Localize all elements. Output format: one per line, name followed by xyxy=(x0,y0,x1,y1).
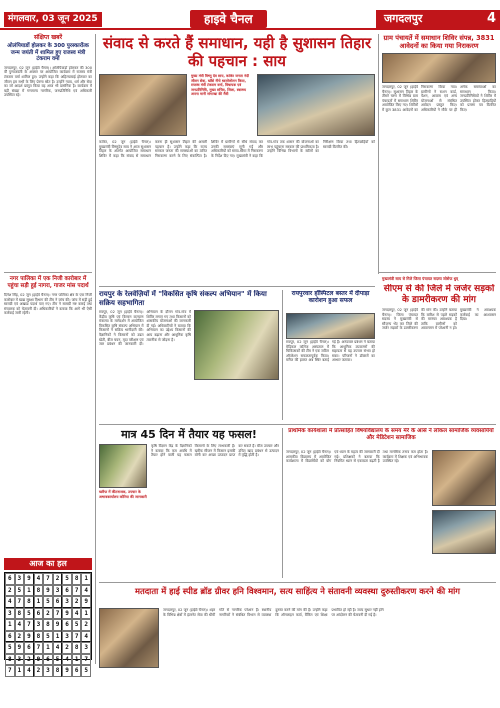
paper-name: हाइवे चैनल xyxy=(190,10,267,28)
sudoku-cell: 5 xyxy=(62,573,72,585)
story-6 xyxy=(286,428,496,578)
divider xyxy=(282,290,283,420)
main-headline: संवाद से करते हैं समाधान, यही है सुशासन तिहार की पहचान : साय xyxy=(102,34,372,70)
sudoku-cell: 7 xyxy=(81,654,91,666)
story-4-kicker: मुख्यमंत्री साय से मिले जिला पंचायत सदस्य जोसेफ धुव् xyxy=(382,276,459,281)
sudoku-cell: 7 xyxy=(72,585,82,597)
sudoku-cell: 4 xyxy=(5,596,15,608)
sudoku-cell: 3 xyxy=(34,619,44,631)
story-3-headline: रायपुरवार हॉस्पिटल बस्तर में दीपाड़ा कारोशन हुआ सफल xyxy=(291,290,370,304)
sudoku-cell: 7 xyxy=(34,642,44,654)
story-2-body: रायपुर, 02 जून (हाईवे चैनल)। केंद्रीय कृषि एवं किसान कल्याण मंत्रालय के मार्गदर्शन में आयोजित विकसित कृषि संकल्प अभियान में किसानों ने सक्रिय भागीदारी की। वैज्ञानिकों ने किसानों को उन्नत खेती, बीज चयन, मृदा परीक्षण एवं जल प्रबंधन की जानकारी दी। अभियान के दौरान गांव-गांव में शिविर लगाए गए तथा किसानों को शासकीय योजनाओं की जानकारी दी गई। अधिकारियों ने बताया कि अभियान का उद्देश्य किसानों की आय बढ़ाना और आधुनिक कृषि तकनीक से जोड़ना है। xyxy=(99,310,191,347)
left-mid-headline: नगर पालिका में एक निजी कारोबार में पहुंचा सड़ी हुई नागरा, गाजर मांस पदार्थ xyxy=(7,276,89,289)
story-5-headline: मात्र 45 दिन में तैयार यह फसल! xyxy=(121,428,257,441)
sudoku-grid xyxy=(4,572,92,674)
sudoku-cell: 1 xyxy=(81,608,91,620)
puzzle-title: आज का हल xyxy=(4,558,92,570)
sudoku-cell: 8 xyxy=(15,608,25,620)
sudoku-cell: 4 xyxy=(15,619,25,631)
sudoku-cell: 9 xyxy=(43,585,53,597)
sudoku-cell: 7 xyxy=(43,573,53,585)
sudoku-cell: 6 xyxy=(62,585,72,597)
sudoku-cell: 4 xyxy=(24,665,34,677)
divider xyxy=(99,286,375,287)
story-3-body: रायपुर, 02 जून (हाईवे चैनल)। मेडिकल कॉलेज अस्पताल में चिकित्सकों की टीम ने एक जटिल ऑपरेशन सफलतापूर्वक किया। मरीज की हालत अब स्थिर बताई गई है। अस्पताल प्रबंधन ने बताया कि आधुनिक उपकरणों की सहायता से यह उपचार संभव हो सका। परिजनों ने डॉक्टरों का आभार जताया। xyxy=(286,340,375,363)
divider xyxy=(282,428,283,578)
left-top-kicker: संक्षिप्त खबरें xyxy=(33,34,63,41)
sudoku-cell: 2 xyxy=(24,654,34,666)
main-photo xyxy=(99,74,187,136)
right-top-body: जगदलपुर, 02 जून (हाईवे चैनल)। सुशासन तिहार के तीसरे चरण में विभिन्न ग्राम पंचायतों में समाधान शिविर आयोजित किए गए। शिविरों में कुल 3831 आवेदनों का निराकरण किया गया। ग्रामीणों ने राशन कार्ड, पेंशन, आवास एवं अन्य योजनाओं से संबंधित आवेदन प्रस्तुत किए। अधिकारियों ने मौके पर ही अनेक समस्याओं का समाधान किया। जनप्रतिनिधियों ने शिविर में उपस्थित होकर हितग्राहियों को प्रमाण पत्र वितरित किए। xyxy=(382,85,496,112)
sudoku-cell: 8 xyxy=(53,665,63,677)
sudoku-cell: 6 xyxy=(5,573,15,585)
sudoku-cell: 6 xyxy=(43,654,53,666)
sudoku-cell: 4 xyxy=(81,585,91,597)
sudoku-cell: 1 xyxy=(15,665,25,677)
masthead xyxy=(0,0,500,30)
sudoku-cell: 4 xyxy=(72,608,82,620)
sudoku-cell: 1 xyxy=(43,642,53,654)
bottom-story xyxy=(99,586,496,704)
sudoku-cell: 2 xyxy=(5,585,15,597)
sudoku-cell: 1 xyxy=(53,631,63,643)
sudoku-cell: 4 xyxy=(62,654,72,666)
left-mid-story xyxy=(4,276,92,556)
story-2 xyxy=(99,290,279,420)
sudoku-cell: 5 xyxy=(15,585,25,597)
sudoku-cell: 9 xyxy=(34,654,44,666)
left-mid-body: दिनेश सिंह, 02 जून (हाईवे चैनल)। नगर पालिका क्षेत्र के एक निजी कारोबार में खाद्य सुरक्षा विभाग की टीम ने जांच की। जांच में सड़ी हुई सामग्री एवं अखाद्य पदार्थ पाए गए। टीम ने सामग्री नष्ट कराई तथा संचालक को चेतावनी दी। अधिकारियों ने बताया कि आगे भी ऐसी कार्रवाई जारी रहेगी। xyxy=(4,293,92,316)
divider xyxy=(378,272,496,273)
sudoku-cell: 1 xyxy=(34,596,44,608)
story-6-photo-2 xyxy=(432,510,496,554)
sudoku-cell: 5 xyxy=(43,631,53,643)
sudoku-cell: 3 xyxy=(5,608,15,620)
sudoku-cell: 3 xyxy=(15,573,25,585)
sudoku-cell: 4 xyxy=(53,642,63,654)
sudoku-cell: 5 xyxy=(43,596,53,608)
sudoku-cell: 8 xyxy=(34,585,44,597)
right-top-story xyxy=(382,34,496,270)
story-2-photo xyxy=(194,310,279,380)
main-story xyxy=(99,34,375,284)
sudoku-cell: 2 xyxy=(62,642,72,654)
sudoku-cell: 7 xyxy=(5,665,15,677)
sudoku-cell: 3 xyxy=(53,585,63,597)
sudoku-cell: 1 xyxy=(24,585,34,597)
sudoku-cell: 7 xyxy=(53,608,63,620)
bottom-body: जगदलपुर, 02 जून (हाईवे चैनल)। शहर के विभिन्न क्षेत्रों में इंटरनेट सेवा की धीमी गति से नागरिक परेशान हैं। स्थानीय नागरिकों ने संबंधित विभाग से व्यवस्था दुरुस्त करने की मांग की है। उन्होंने कहा कि ऑनलाइन कार्य, बैंकिंग एवं शिक्षा प्रभावित हो रही है। जल्द सुधार नहीं होने पर आंदोलन की चेतावनी दी गई है। xyxy=(163,608,384,617)
sudoku-cell: 6 xyxy=(34,608,44,620)
sudoku-cell: 3 xyxy=(43,665,53,677)
story-2-headline: रायपुर के रेलवेज़ियों में "विकसित कृषि संकल्प अभियान" में किया सक्रिय सहभागिता xyxy=(99,290,267,307)
sudoku-cell: 9 xyxy=(15,642,25,654)
story-5-photo xyxy=(99,444,147,488)
sudoku-cell: 2 xyxy=(53,573,63,585)
right-top-photo xyxy=(382,53,496,83)
main-body: कांकेर, 02 जून (हाईवे चैनल)। मुख्यमंत्री विष्णुदेव साय ने आज सुशासन तिहार के अंतर्गत आयोजित समाधान शिविर में कहा कि संवाद से समाधान करना ही सुशासन तिहार की असली पहचान है। उन्होंने कहा कि राज्य सरकार जनता की समस्याओं का त्वरित निराकरण करने के लिए संकल्पित है। शिविर में ग्रामीणों से सीधे संवाद कर उनकी समस्याएं सुनी गईं और अधिकारियों को समय-सीमा में निराकरण के निर्देश दिए गए। मुख्यमंत्री ने कहा कि गांव-गांव तक शासन की योजनाओं का लाभ पहुंचाना सरकार की प्राथमिकता है। उन्होंने विभिन्न विभागों के स्टॉलों का निरीक्षण किया तथा हितग्राहियों को सामग्री वितरित की। xyxy=(99,140,375,158)
sudoku-cell: 6 xyxy=(5,631,15,643)
sudoku-cell: 8 xyxy=(5,654,15,666)
story-4 xyxy=(382,284,496,420)
sudoku-cell: 9 xyxy=(81,596,91,608)
sudoku-cell: 7 xyxy=(72,631,82,643)
sudoku-cell: 2 xyxy=(72,596,82,608)
bottom-photo xyxy=(99,608,159,668)
sudoku-cell: 8 xyxy=(34,631,44,643)
sudoku-cell: 5 xyxy=(72,619,82,631)
sudoku-cell: 1 xyxy=(5,619,15,631)
sudoku-cell: 5 xyxy=(81,665,91,677)
main-photo-caption: मुख्य मंत्री विष्णु देव साय, कांकेर जनता नंदी जीवन सेवा, खाँसे नीचे ध्वजोत्तोलन किया, राजस्व मंत्री टंकराम वर्मा, विधायक एवं जनप्रतिनिधि, मुख्य सचिव, जिला, स्वास्थ्य अपना मानी मांगाखा की मैत्री xyxy=(191,74,249,97)
sudoku-cell: 1 xyxy=(72,654,82,666)
sudoku-cell: 3 xyxy=(62,631,72,643)
issue-date: मंगलवार, 03 जून 2025 xyxy=(4,12,102,27)
story-6-body: जगदलपुर, 02 जून (हाईवे चैनल)। शासकीय विद्यालय में आयोजित कार्यशाला में विद्यार्थियों को योग एवं ध्यान के महत्व की जानकारी दी गई। प्रशिक्षकों ने बताया कि नियमित ध्यान से एकाग्रता बढ़ती है तथा मानसिक तनाव कम होता है। कार्यक्रम में शिक्षक एवं अभिभावक उपस्थित रहे। xyxy=(286,450,428,464)
sudoku-cell: 6 xyxy=(72,665,82,677)
left-top-story xyxy=(4,34,92,270)
story-4-headline: सीएम से की जिले में जर्जर सड़कों के डामरीकरण की मांग xyxy=(383,284,495,305)
divider xyxy=(95,34,96,664)
sudoku-cell: 8 xyxy=(24,596,34,608)
story-6-photo xyxy=(432,450,496,506)
story-3-photo xyxy=(286,313,375,339)
story-5-subhead: खरीफ में कीटनाशक, उपचार के अभावकार्यालय कोरिया की जानकारी xyxy=(99,490,147,499)
main-photo-2 xyxy=(257,74,375,136)
sudoku-cell: 3 xyxy=(62,596,72,608)
divider xyxy=(99,582,496,583)
sudoku-cell: 8 xyxy=(43,619,53,631)
sudoku-cell: 9 xyxy=(53,619,63,631)
sudoku-cell: 4 xyxy=(81,631,91,643)
sudoku-cell: 5 xyxy=(5,642,15,654)
bottom-headline: मतदाता में हाई स्पीड ब्रॉड ग्रीवर हनि विश्वमान, सत्य साहिंत्य ने संतावनी व्यवस्था दुरुस्तीकरण करने की मांग xyxy=(134,586,461,596)
story-5-body: कृषि विज्ञान केंद्र के वैज्ञानिकों ने बताया कि कम अवधि में तैयार होने वाली यह फसल किसानों के लिए लाभकारी है। खरीफ सीजन में किसान इसकी बोनी कर अच्छा उत्पादन प्राप्त कर सकते हैं। बीज उपचार और उचित खाद प्रबंधन से उत्पादन में वृद्धि होती है। xyxy=(151,444,279,458)
page-number: 4 xyxy=(486,11,496,26)
sudoku-cell: 6 xyxy=(24,642,34,654)
city-band xyxy=(376,10,500,28)
sudoku-cell: 8 xyxy=(72,573,82,585)
divider xyxy=(99,424,496,425)
sudoku-cell: 9 xyxy=(24,631,34,643)
sudoku-cell: 7 xyxy=(15,596,25,608)
sudoku-cell: 3 xyxy=(81,642,91,654)
left-top-headline: ओलंपियाडों होलकर के 300 पुरस्कारोंत्क जन्म जयंती में शामिल हुए राजस्व मंत्री टंकराम वर्मा xyxy=(7,43,89,63)
sudoku-cell: 7 xyxy=(24,619,34,631)
story-4-body: जगदलपुर, 02 जून (हाईवे चैनल)। जिला पंचायत सदस्य ने मुख्यमंत्री से सौजन्य भेंट कर जिले की जर्जर सड़कों के डामरीकरण की मांग की। उन्होंने बताया कि बारिश से पहले सड़कों की मरम्मत आवश्यक है ताकि ग्रामीणों को आवागमन में परेशानी न हो। मुख्यमंत्री ने आवश्यक कार्रवाई का आश्वासन दिया। xyxy=(382,308,496,331)
sudoku-cell: 4 xyxy=(34,573,44,585)
sudoku-cell: 3 xyxy=(15,654,25,666)
left-top-body: जगदलपुर, 02 जून (हाईवे चैनल)। ओलंपियाडों होलकर की 300 वीं पुण्यजयंती के अवसर पर आयोजित कार्यक्रम में राजस्व मंत्री टंकराम वर्मा शामिल हुए। उन्होंने कहा कि अहिल्याबाई होलकर का जीवन हम सभी के लिए प्रेरणा स्रोत है। उन्होंने न्याय, धर्म और सेवा का जो आदर्श प्रस्तुत किया वह आज भी प्रासंगिक है। कार्यक्रम में बड़ी संख्या में गणमान्य नागरिक, जनप्रतिनिधि एवं अधिकारी उपस्थित रहे। xyxy=(4,65,92,98)
divider xyxy=(378,34,379,274)
story-3 xyxy=(286,290,375,420)
story-6-headline: प्राथमिक कार्यशाला में प्रोत्साहित विषयविद्यालय के समय मेरे के आसे ने लोकल सामाजिक व्यवसायियों और मेडिटेशन सामाजिक xyxy=(288,428,494,441)
divider xyxy=(4,272,92,273)
city-name: जगदलपुर xyxy=(384,12,423,25)
sudoku-cell: 6 xyxy=(53,596,63,608)
sudoku-cell: 5 xyxy=(53,654,63,666)
sudoku-cell: 2 xyxy=(15,631,25,643)
sudoku-cell: 1 xyxy=(81,573,91,585)
sudoku-cell: 6 xyxy=(62,619,72,631)
sudoku-cell: 9 xyxy=(62,608,72,620)
sudoku-cell: 9 xyxy=(62,665,72,677)
story-5 xyxy=(99,428,279,578)
sudoku-cell: 9 xyxy=(24,573,34,585)
sudoku-cell: 5 xyxy=(24,608,34,620)
sudoku-cell: 2 xyxy=(43,608,53,620)
sudoku-cell: 2 xyxy=(34,665,44,677)
sudoku-cell: 8 xyxy=(72,642,82,654)
right-top-headline: ग्राम पंचायतें में समाधान शिविर संपन्न, 3831 आवेदनों का किया गया निराकरण xyxy=(383,34,495,50)
sudoku-cell: 2 xyxy=(81,619,91,631)
